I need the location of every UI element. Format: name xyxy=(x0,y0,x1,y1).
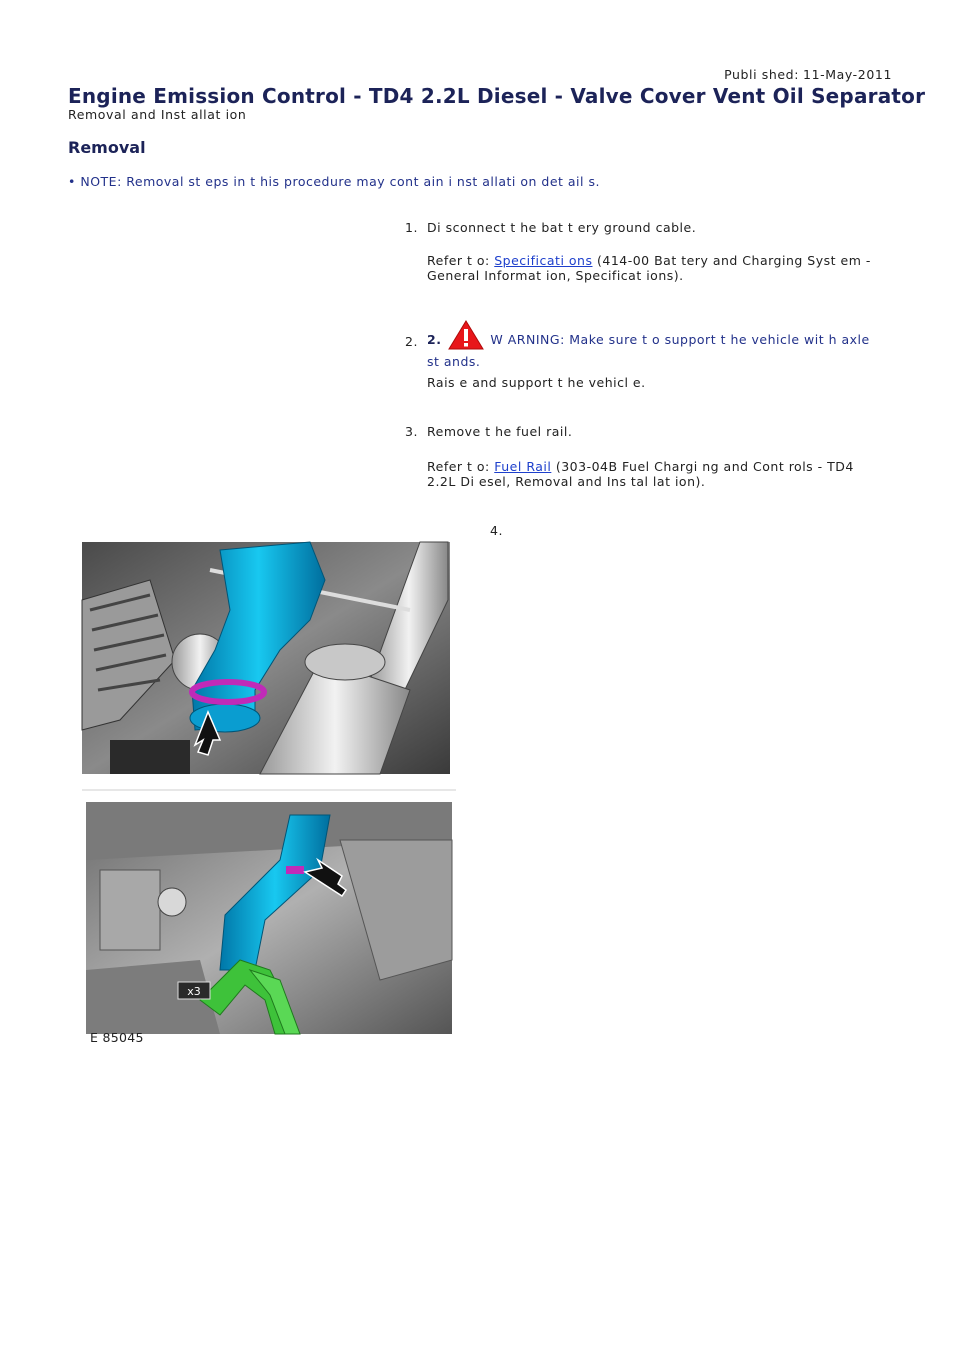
refer-suffix: (414-00 Bat tery and Charging Syst em - General Informat ion, Specificat ions). xyxy=(427,253,871,283)
warning-number: 2. xyxy=(427,332,442,347)
step-number-4: 4. xyxy=(490,523,503,538)
step-text-1: Di sconnect t he bat t ery ground cable. xyxy=(427,220,697,235)
step-refer-1 xyxy=(427,253,877,283)
figure-id: E 85045 xyxy=(90,1030,144,1045)
published-value: 11-May-2011 xyxy=(803,67,892,82)
specifications-link[interactable]: Specificati ons xyxy=(494,253,593,268)
callout-label: x3 xyxy=(187,985,201,998)
fuel-rail-link[interactable]: Fuel Rail xyxy=(494,459,552,474)
refer-prefix: Refer t o: xyxy=(427,459,490,474)
published-label: Publi shed: xyxy=(724,67,800,82)
warning-icon xyxy=(448,320,484,354)
step-number-3: 3. xyxy=(405,424,418,439)
step-text-3: Remove t he fuel rail. xyxy=(427,424,573,439)
upper-view-panel xyxy=(82,542,450,774)
procedure-illustration xyxy=(80,540,456,1040)
refer-prefix: Refer t o: xyxy=(427,253,490,268)
step-warning-2 xyxy=(427,320,877,370)
lower-view-panel xyxy=(86,802,452,1034)
page-title: Engine Emission Control - TD4 2.2L Diesel - Valve Cover Vent Oil Separator xyxy=(68,84,926,108)
published-date xyxy=(720,67,892,82)
refer-suffix: (303-04B Fuel Chargi ng and Cont rols - TD4 2.2L Di esel, Removal and Ins tal lat ion). xyxy=(427,459,854,489)
step-text-2: Rais e and support t he vehicl e. xyxy=(427,375,646,390)
step-number-1: 1. xyxy=(405,220,418,235)
warning-text: W ARNING: Make sure t o support t he vehicle wit h axle st ands. xyxy=(427,332,870,369)
removal-note: • NOTE: Removal st eps in t his procedure may cont ain i nst allati on det ail s. xyxy=(68,174,600,189)
step-number-2: 2. xyxy=(405,334,418,349)
section-heading: Removal xyxy=(68,138,146,157)
illustration-svg xyxy=(80,540,456,1040)
step-refer-3 xyxy=(427,459,877,489)
page-subtitle: Removal and Inst allat ion xyxy=(68,107,247,122)
